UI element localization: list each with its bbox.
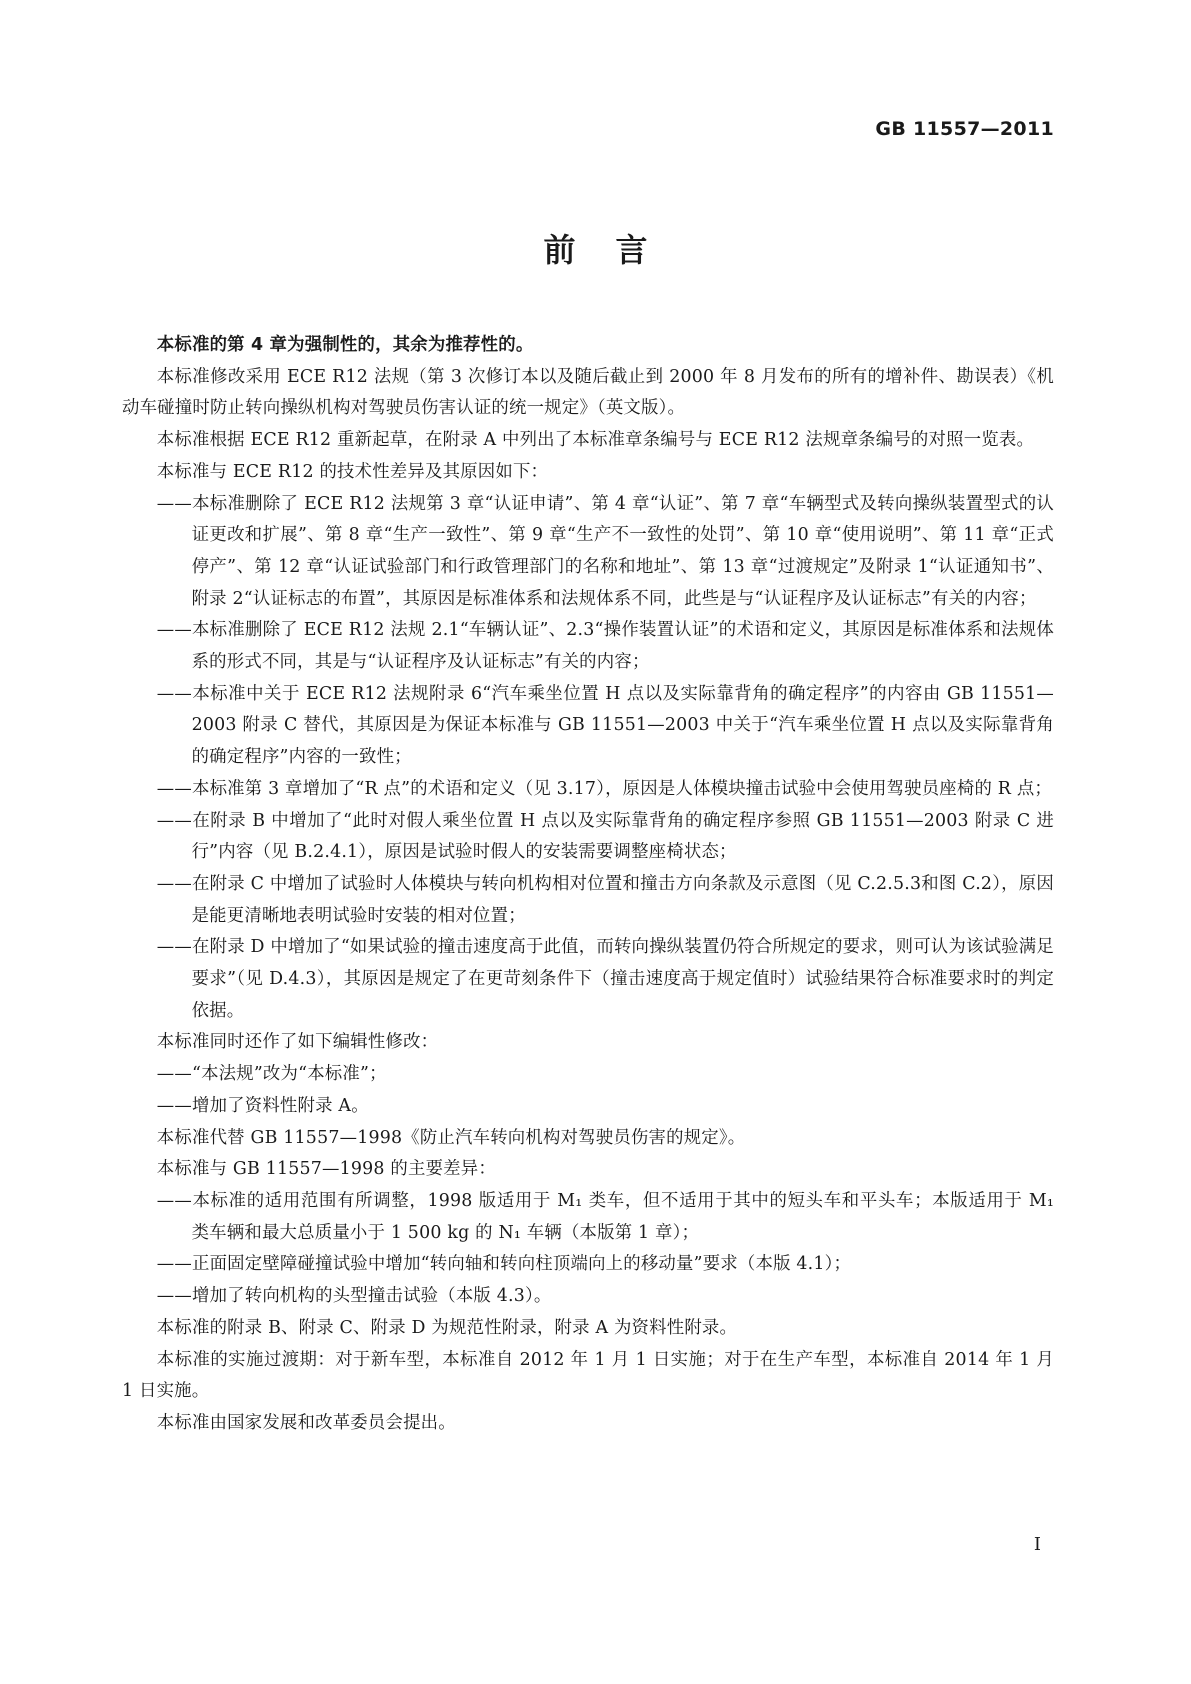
paragraph: 本标准的第 4 章为强制性的，其余为推荐性的。 [156, 335, 534, 355]
page-title: 前言 [543, 231, 688, 269]
list-item: ——本标准删除了 ECE R12 法规第 3 章“认证申请”、第 4 章“认证”、第 7 章“车辆型式及转向操纵装置型式的认证更改和扩展”、第 8 章“生产一致性”、第 9 章“生产不一致性的处罚”、第 10 章“使用说明”、第 11 章“正式停产”、第 12 章“认证试验部门和行政管理部门的名称和地址”、第 13 章“过渡规定”及附录 1“认证通知书”、附录 2“认证标志的布置”，其原因是标准体系和法规体系不同，此些是与“认证程序及认证标志”有关的内容； [156, 493, 1054, 609]
paragraph: ——增加了资料性附录 A。 [156, 1095, 369, 1116]
paragraph: 本标准修改采用 ECE R12 法规（第 3 次修订本以及随后截止到 2000 年 8 月发布的所有的增补件、勘误表）《机动车碰撞时防止转向操纵机构对驾驶员伤害认证的统一规定》（英文版）。 [122, 366, 1054, 419]
list-item: ——在附录 C 中增加了试验时人体模块与转向机构相对位置和撞击方向条款及示意图（见 C.2.5.3和图 C.2），原因是能更清晰地表明试验时安装的相对位置； [156, 873, 1054, 926]
list-item: ——正面固定壁障碰撞试验中增加“转向轴和转向柱顶端向上的移动量”要求（本版 4.1）； [156, 1254, 852, 1275]
list-item: ——本标准中关于 ECE R12 法规附录 6“汽车乘坐位置 H 点以及实际靠背角的确定程序”的内容由 GB 11551—2003 附录 C 替代，其原因是为保证本标准与 GB 11551—2003 中关于“汽车乘坐位置 H 点以及实际靠背角的确定程序”内容的一致性； [156, 683, 1054, 768]
list-item: ——本标准的适用范围有所调整，1998 版适用于 M₁ 类车，但不适用于其中的短头车和平头车；本版适用于 M₁ 类车辆和最大总质量小于 1 500 kg 的 N₁ 车辆（本版第 1 章）； [156, 1190, 1054, 1243]
list-item: ——增加了转向机构的头型撞击试验（本版 4.3）。 [156, 1286, 552, 1307]
paragraph: 本标准的附录 B、附录 C、附录 D 为规范性附录，附录 A 为资料性附录。 [156, 1317, 738, 1338]
document-body [122, 330, 1054, 1440]
list-item: ——本标准第 3 章增加了“R 点”的术语和定义（见 3.17），原因是人体模块撞击试验中会使用驾驶员座椅的 R 点； [156, 778, 1053, 799]
standard-number: GB 11557—2011 [875, 118, 1054, 140]
paragraph: ——“本法规”改为“本标准”； [156, 1064, 387, 1085]
list-item: ——本标准删除了 ECE R12 法规 2.1“车辆认证”、2.3“操作装置认证”的术语和定义，其原因是标准体系和法规体系的形式不同，其是与“认证程序及认证标志”有关的内容； [156, 620, 1054, 673]
paragraph: 本标准与 ECE R12 的技术性差异及其原因如下： [156, 461, 549, 482]
page-number: I [1033, 1534, 1041, 1555]
list-item: ——在附录 D 中增加了“如果试验的撞击速度高于此值，而转向操纵装置仍符合所规定的要求，则可认为该试验满足要求”（见 D.4.3），其原因是规定了在更苛刻条件下（撞击速度高于规定值时）试验结果符合标准要求时的判定依据。 [156, 937, 1054, 1021]
paragraph: 本标准代替 GB 11557—1998《防止汽车转向机构对驾驶员伤害的规定》。 [156, 1127, 746, 1148]
paragraph: 本标准的实施过渡期：对于新车型，本标准自 2012 年 1 月 1 日实施；对于在生产车型，本标准自 2014 年 1 月 1 日实施。 [122, 1349, 1054, 1402]
paragraph: 本标准由国家发展和改革委员会提出。 [156, 1412, 456, 1433]
paragraph: 本标准与 GB 11557—1998 的主要差异： [156, 1159, 496, 1180]
paragraph: 本标准根据 ECE R12 重新起草，在附录 A 中列出了本标准章条编号与 ECE R12 法规章条编号的对照一览表。 [156, 430, 1035, 451]
list-item: ——在附录 B 中增加了“此时对假人乘坐位置 H 点以及实际靠背角的确定程序参照 GB 11551—2003 附录 C 进行”内容（见 B.2.4.1），原因是试验时假人的安装需要调整座椅状态； [156, 810, 1054, 863]
paragraph: 本标准同时还作了如下编辑性修改： [156, 1032, 439, 1053]
